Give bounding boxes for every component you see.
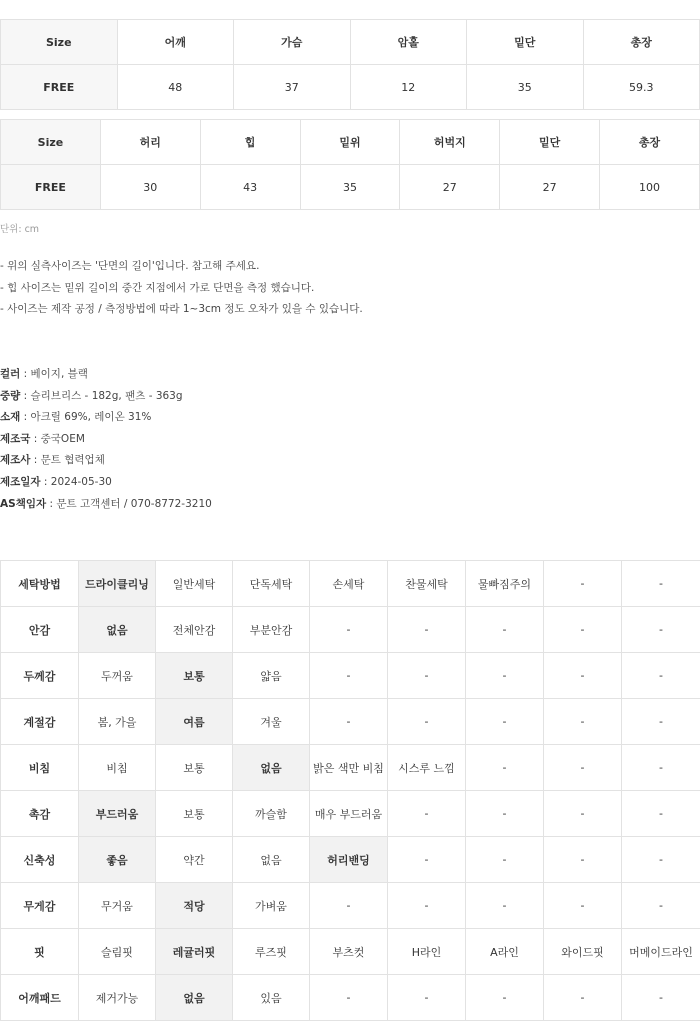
care-cell: - [466,699,544,745]
info-value: : 아크릴 69%, 레이온 31% [20,411,152,424]
care-cell: 부드러움 [79,791,156,837]
care-cell: - [388,837,466,883]
pants-size-table [0,119,700,210]
care-cell: - [622,699,700,745]
top-size-value-cell: 12 [350,65,467,110]
measurement-notes [0,256,363,321]
care-cell: - [544,653,622,699]
care-cell: - [466,607,544,653]
top-size-header-cell: 총장 [583,20,700,65]
care-row [1,929,700,975]
care-cell: 보통 [156,653,233,699]
info-value: : 2024-05-30 [40,475,112,488]
info-value: : 슬리브리스 - 182g, 팬츠 - 363g [20,389,183,402]
care-cell: - [388,699,466,745]
note-line: - 위의 실측사이즈는 '단면의 길이'입니다. 참고해 주세요. [0,260,260,272]
pants-size-value-cell: 100 [600,165,700,210]
top-size-header-cell: 암홀 [350,20,467,65]
top-size-value-cell: 35 [467,65,584,110]
care-cell: - [622,883,700,929]
care-row-label: 촉감 [1,791,79,837]
pants-size-value-cell: 43 [200,165,300,210]
care-cell: 부분안감 [233,607,310,653]
top-size-header-cell: 어깨 [117,20,234,65]
care-cell: 까슬함 [233,791,310,837]
care-cell: 제거가능 [79,975,156,1021]
info-label: AS책임자 [0,497,47,510]
care-row-label: 핏 [1,929,79,975]
care-cell: 없음 [156,975,233,1021]
pants-size-header-cell: 허벅지 [400,120,500,165]
top-size-table [0,19,700,110]
care-cell: - [622,745,700,791]
care-cell: H라인 [388,929,466,975]
top-size-value-cell: 37 [234,65,351,110]
care-row-label: 어깨패드 [1,975,79,1021]
pants-size-header-cell: 총장 [600,120,700,165]
pants-size-value-row [1,165,700,210]
care-cell: - [622,607,700,653]
pants-size-header-cell: 밑단 [500,120,600,165]
care-cell: 레귤러핏 [156,929,233,975]
pants-size-value-cell: 27 [400,165,500,210]
care-row [1,607,700,653]
top-size-value-cell: FREE [1,65,118,110]
care-cell: - [310,975,388,1021]
product-info [0,364,212,515]
care-cell: - [466,975,544,1021]
care-cell: - [466,745,544,791]
care-row [1,561,700,607]
care-cell: 없음 [79,607,156,653]
info-label: 제조사 [0,454,31,467]
care-cell: 드라이클리닝 [79,561,156,607]
info-label: 중량 [0,389,21,402]
care-row-label: 안감 [1,607,79,653]
care-cell: 있음 [233,975,310,1021]
pants-size-header-cell: 힙 [200,120,300,165]
care-cell: 비침 [79,745,156,791]
care-cell: - [466,791,544,837]
info-label: 제조국 [0,432,31,445]
care-cell: 없음 [233,745,310,791]
pants-size-value-cell: 27 [500,165,600,210]
pants-size-value-cell: 35 [300,165,400,210]
care-row-label: 두께감 [1,653,79,699]
top-size-header-row [1,20,700,65]
care-cell: - [622,791,700,837]
care-cell: 허리밴딩 [310,837,388,883]
care-cell: 가벼움 [233,883,310,929]
care-cell: 부츠컷 [310,929,388,975]
care-cell: - [310,699,388,745]
pants-size-value-cell: 30 [100,165,200,210]
care-row-label: 신축성 [1,837,79,883]
care-cell: 전체안감 [156,607,233,653]
care-cell: 얇음 [233,653,310,699]
info-line-color [0,364,212,386]
care-cell: 머메이드라인 [622,929,700,975]
care-cell: 여름 [156,699,233,745]
care-cell: - [622,561,700,607]
info-line-weight [0,386,212,408]
care-row-label: 세탁방법 [1,561,79,607]
care-cell: - [544,975,622,1021]
care-cell: - [544,745,622,791]
care-cell: 찬물세탁 [388,561,466,607]
top-size-header-cell: 밑단 [467,20,584,65]
info-label: 소재 [0,411,21,424]
care-cell: A라인 [466,929,544,975]
care-cell: - [388,653,466,699]
care-row [1,699,700,745]
info-value: : 문트 고객센터 / 070-8772-3210 [46,497,212,510]
care-cell: - [544,883,622,929]
care-cell: - [622,837,700,883]
care-cell: - [388,791,466,837]
info-value: : 베이지, 블랙 [20,368,88,380]
care-cell: 약간 [156,837,233,883]
info-line-material [0,407,212,429]
care-cell: 적당 [156,883,233,929]
care-cell: - [310,607,388,653]
care-row [1,791,700,837]
care-cell: 두꺼움 [79,653,156,699]
pants-size-header-cell: 허리 [100,120,200,165]
care-cell: - [544,837,622,883]
top-size-header-cell: Size [1,20,118,65]
care-cell: - [388,883,466,929]
care-table [0,560,700,1021]
care-cell: - [466,837,544,883]
care-cell: - [544,699,622,745]
info-label: 컬러 [0,368,21,380]
care-cell: - [622,975,700,1021]
care-row-label: 비침 [1,745,79,791]
info-line-manufacturer [0,450,212,472]
care-row-label: 무게감 [1,883,79,929]
pants-size-header-cell: Size [1,120,101,165]
care-row [1,837,700,883]
care-cell: 손세탁 [310,561,388,607]
care-cell: - [544,607,622,653]
care-cell: 보통 [156,791,233,837]
top-size-value-row [1,65,700,110]
care-cell: 물빠짐주의 [466,561,544,607]
info-value: : 문트 협력업체 [30,454,105,467]
info-line-date [0,472,212,494]
info-value: : 중국OEM [30,432,85,445]
care-cell: 겨울 [233,699,310,745]
care-cell: - [466,883,544,929]
care-row [1,653,700,699]
care-cell: - [544,561,622,607]
care-cell: - [622,653,700,699]
care-cell: 매우 부드러움 [310,791,388,837]
care-cell: 단독세탁 [233,561,310,607]
care-cell: 시스루 느낌 [388,745,466,791]
top-size-header-cell: 가슴 [234,20,351,65]
care-cell: 없음 [233,837,310,883]
top-size-value-cell: 59.3 [583,65,700,110]
info-label: 제조일자 [0,475,41,488]
care-cell: - [388,607,466,653]
top-size-value-cell: 48 [117,65,234,110]
care-cell: 보통 [156,745,233,791]
note-line: - 사이즈는 제작 공정 / 측정방법에 따라 1~3cm 정도 오차가 있을 수 있습니다. [0,303,363,315]
care-cell: 밝은 색만 비침 [310,745,388,791]
care-cell: - [466,653,544,699]
note-line: - 힙 사이즈는 밑위 길이의 중간 지점에서 가로 단면을 측정 했습니다. [0,281,315,294]
care-cell: 봄, 가을 [79,699,156,745]
care-cell: 와이드핏 [544,929,622,975]
care-cell: 일반세탁 [156,561,233,607]
pants-size-header-row [1,120,700,165]
care-cell: - [310,653,388,699]
info-line-country [0,429,212,451]
care-cell: 좋음 [79,837,156,883]
care-row [1,745,700,791]
pants-size-value-cell: FREE [1,165,101,210]
care-cell: - [544,791,622,837]
care-cell: 무거움 [79,883,156,929]
care-cell: 루즈핏 [233,929,310,975]
care-cell: 슬림핏 [79,929,156,975]
care-cell: - [388,975,466,1021]
info-line-as [0,494,212,516]
pants-size-header-cell: 밑위 [300,120,400,165]
unit-label: 단위: cm [0,224,40,235]
care-row [1,883,700,929]
care-row-label: 계절감 [1,699,79,745]
care-cell: - [310,883,388,929]
care-row [1,975,700,1021]
